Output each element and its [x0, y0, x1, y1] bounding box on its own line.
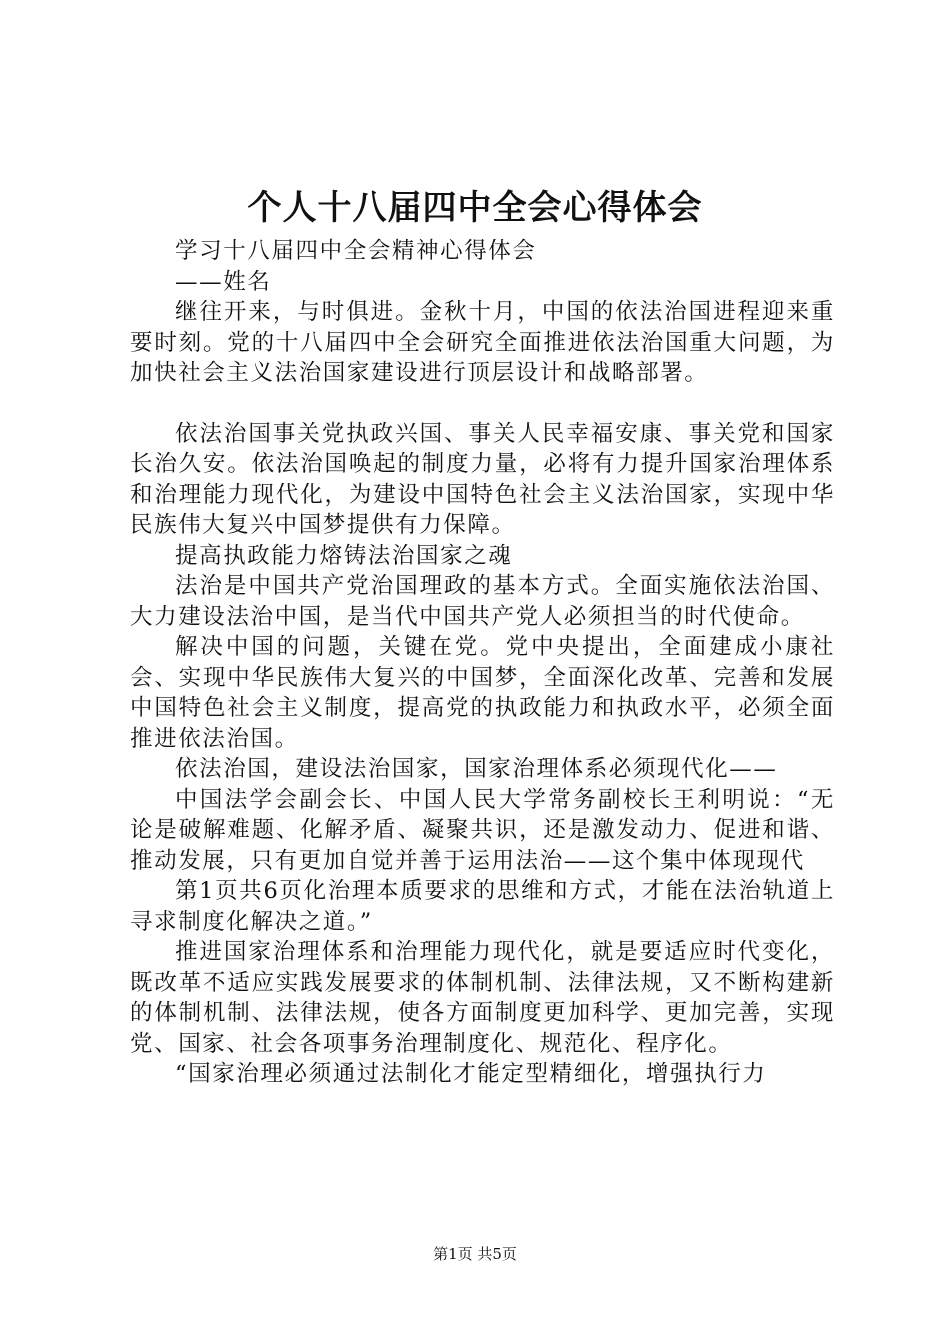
body-paragraph: 继往开来，与时俱进。金秋十月，中国的依法治国进程迎来重要时刻。党的十八届四中全会研究全面推进依法治国重大问题，为加快社会主义法治国家建设进行顶层设计和战略部署。 [130, 299, 835, 386]
body-paragraph: 推进国家治理体系和治理能力现代化，就是要适应时代变化，既改革不适应实践发展要求的体制机制、法律法规，又不断构建新的体制机制、法律法规，使各方面制度更加科学、更加完善，实现党、国家、社会各项事务治理制度化、规范化、程序化。 [130, 939, 835, 1057]
body-paragraph: “国家治理必须通过法制化才能定型精细化，增强执行力 [175, 1061, 767, 1087]
body-paragraph: 第1页共6页化治理本质要求的思维和方式，才能在法治轨道上寻求制度化解决之道。” [130, 878, 835, 935]
author-line: ——姓名 [175, 268, 272, 295]
document-body [130, 236, 835, 1090]
page-footer: 第1页 共5页 [433, 1245, 517, 1263]
body-paragraph: 依法治国事关党执政兴国、事关人民幸福安康、事关党和国家长治久安。依法治国唤起的制度力量，必将有力提升国家治理体系和治理能力现代化，为建设中国特色社会主义法治国家，实现中华民族伟大复兴中国梦提供有力保障。 [130, 420, 835, 538]
paragraph-gap [130, 389, 835, 419]
document-title: 个人十八届四中全会心得体会 [247, 188, 703, 228]
subtitle-paragraph: 学习十八届四中全会精神心得体会 [175, 238, 537, 264]
body-paragraph: 中国法学会副会长、中国人民大学常务副校长王利明说：“无论是破解难题、化解矛盾、凝聚共识，还是激发动力、促进和谐、推动发展，只有更加自觉并善于运用法治——这个集中体现现代 [130, 786, 835, 874]
body-paragraph: 依法治国，建设法治国家，国家治理体系必须现代化—— [175, 756, 778, 782]
body-paragraph: 法治是中国共产党治国理政的基本方式。全面实施依法治国、大力建设法治中国，是当代中国共产党人必须担当的时代使命。 [130, 573, 835, 630]
section-heading: 提高执政能力熔铸法治国家之魂 [175, 542, 513, 569]
body-paragraph: 解决中国的问题，关键在党。党中央提出，全面建成小康社会、实现中华民族伟大复兴的中国梦，全面深化改革、完善和发展中国特色社会主义制度，提高党的执政能力和执政水平，必须全面推进依法治国。 [130, 634, 835, 752]
